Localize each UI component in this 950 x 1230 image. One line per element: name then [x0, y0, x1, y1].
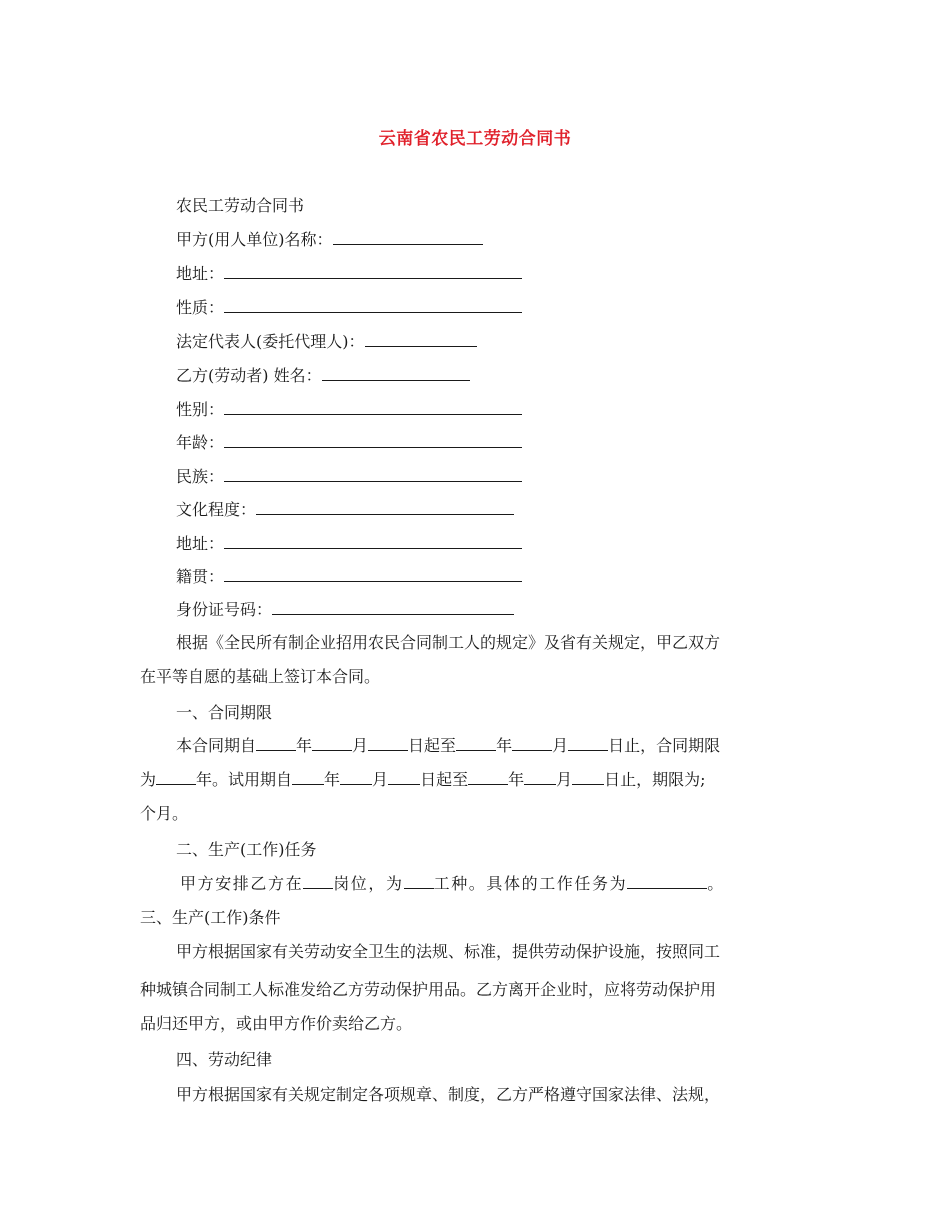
- blank-line: [312, 736, 352, 751]
- field-label: 性质：: [176, 298, 225, 317]
- blank-line: [365, 332, 477, 347]
- blank-line: [256, 500, 514, 515]
- field-label: 地址：: [176, 534, 225, 553]
- blank-line: [568, 736, 608, 751]
- section-1-line-1: 本合同期自 年 月 日起至 年 月 日止，合同期限: [176, 736, 721, 755]
- field-label: 年龄：: [176, 433, 225, 452]
- blank-line: [340, 770, 372, 785]
- blank-line: [224, 433, 522, 448]
- section-3-heading: 三、生产(工作)条件: [140, 908, 281, 927]
- blank-line: [224, 534, 522, 549]
- field-label: 法定代表人(委托代理人)：: [176, 332, 365, 351]
- blank-line: [224, 400, 522, 415]
- blank-line: [303, 874, 333, 889]
- field-worker-ethnicity: [176, 467, 522, 487]
- field-label: 文化程度：: [176, 500, 257, 519]
- field-label: 身份证号码：: [176, 600, 273, 619]
- blank-line: [272, 600, 514, 615]
- field-worker-id-number: [176, 600, 514, 620]
- blank-line: [388, 770, 420, 785]
- section-2-line-1: 甲方安排乙方在 岗位，为 工种。具体的工作任务为 。: [180, 874, 725, 893]
- field-label: 地址：: [176, 264, 225, 283]
- field-label: 甲方(用人单位)名称：: [176, 230, 333, 249]
- blank-line: [368, 736, 408, 751]
- blank-line: [468, 770, 508, 785]
- blank-line: [512, 736, 552, 751]
- preamble-line-2: 在平等自愿的基础上签订本合同。: [140, 667, 381, 686]
- field-worker-name: [176, 366, 470, 386]
- field-employer-name: [176, 230, 483, 250]
- field-employer-nature: [176, 298, 522, 318]
- preamble-line-1: 根据《全民所有制企业招用农民合同制工人的规定》及省有关规定，甲乙双方: [176, 633, 721, 652]
- blank-line: [292, 770, 324, 785]
- blank-line: [524, 770, 556, 785]
- field-employer-address: [176, 264, 522, 284]
- field-worker-address: [176, 534, 522, 554]
- field-label: 籍贯：: [176, 567, 225, 586]
- blank-line: [333, 230, 483, 245]
- field-worker-gender: [176, 400, 522, 420]
- blank-line: [456, 736, 496, 751]
- field-legal-representative: [176, 332, 477, 352]
- blank-line: [322, 366, 470, 381]
- section-3-line-3: 品归还甲方，或由甲方作价卖给乙方。: [140, 1014, 413, 1033]
- section-1-line-3: 个月。: [140, 804, 189, 823]
- blank-line: [627, 874, 707, 889]
- section-4-line-1: 甲方根据国家有关规定制定各项规章、制度，乙方严格遵守国家法律、法规，: [176, 1085, 721, 1104]
- header-line: 农民工劳动合同书: [176, 196, 305, 215]
- blank-line: [224, 264, 522, 279]
- blank-line: [224, 298, 522, 313]
- field-label: 乙方(劳动者) 姓名：: [176, 366, 322, 385]
- section-1-heading: 一、合同期限: [176, 703, 273, 722]
- section-2-heading: 二、生产(工作)任务: [176, 840, 317, 859]
- blank-line: [572, 770, 604, 785]
- field-worker-age: [176, 433, 522, 453]
- field-label: 民族：: [176, 467, 225, 486]
- section-3-line-1: 甲方根据国家有关劳动安全卫生的法规、标准，提供劳动保护设施，按照同工: [176, 942, 721, 961]
- blank-line: [156, 770, 196, 785]
- blank-line: [256, 736, 296, 751]
- blank-line: [224, 467, 522, 482]
- document-title: 云南省农民工劳动合同书: [378, 129, 572, 149]
- field-worker-education: [176, 500, 514, 520]
- field-label: 性别：: [176, 400, 225, 419]
- blank-line: [224, 567, 522, 582]
- section-3-line-2: 种城镇合同制工人标准发给乙方劳动保护用品。乙方离开企业时，应将劳动保护用: [140, 980, 717, 999]
- field-worker-native-place: [176, 567, 522, 587]
- blank-line: [404, 874, 434, 889]
- section-4-heading: 四、劳动纪律: [176, 1050, 273, 1069]
- section-1-line-2: 为 年。试用期自 年 月 日起至 年 月 日止，期限为;: [140, 770, 706, 789]
